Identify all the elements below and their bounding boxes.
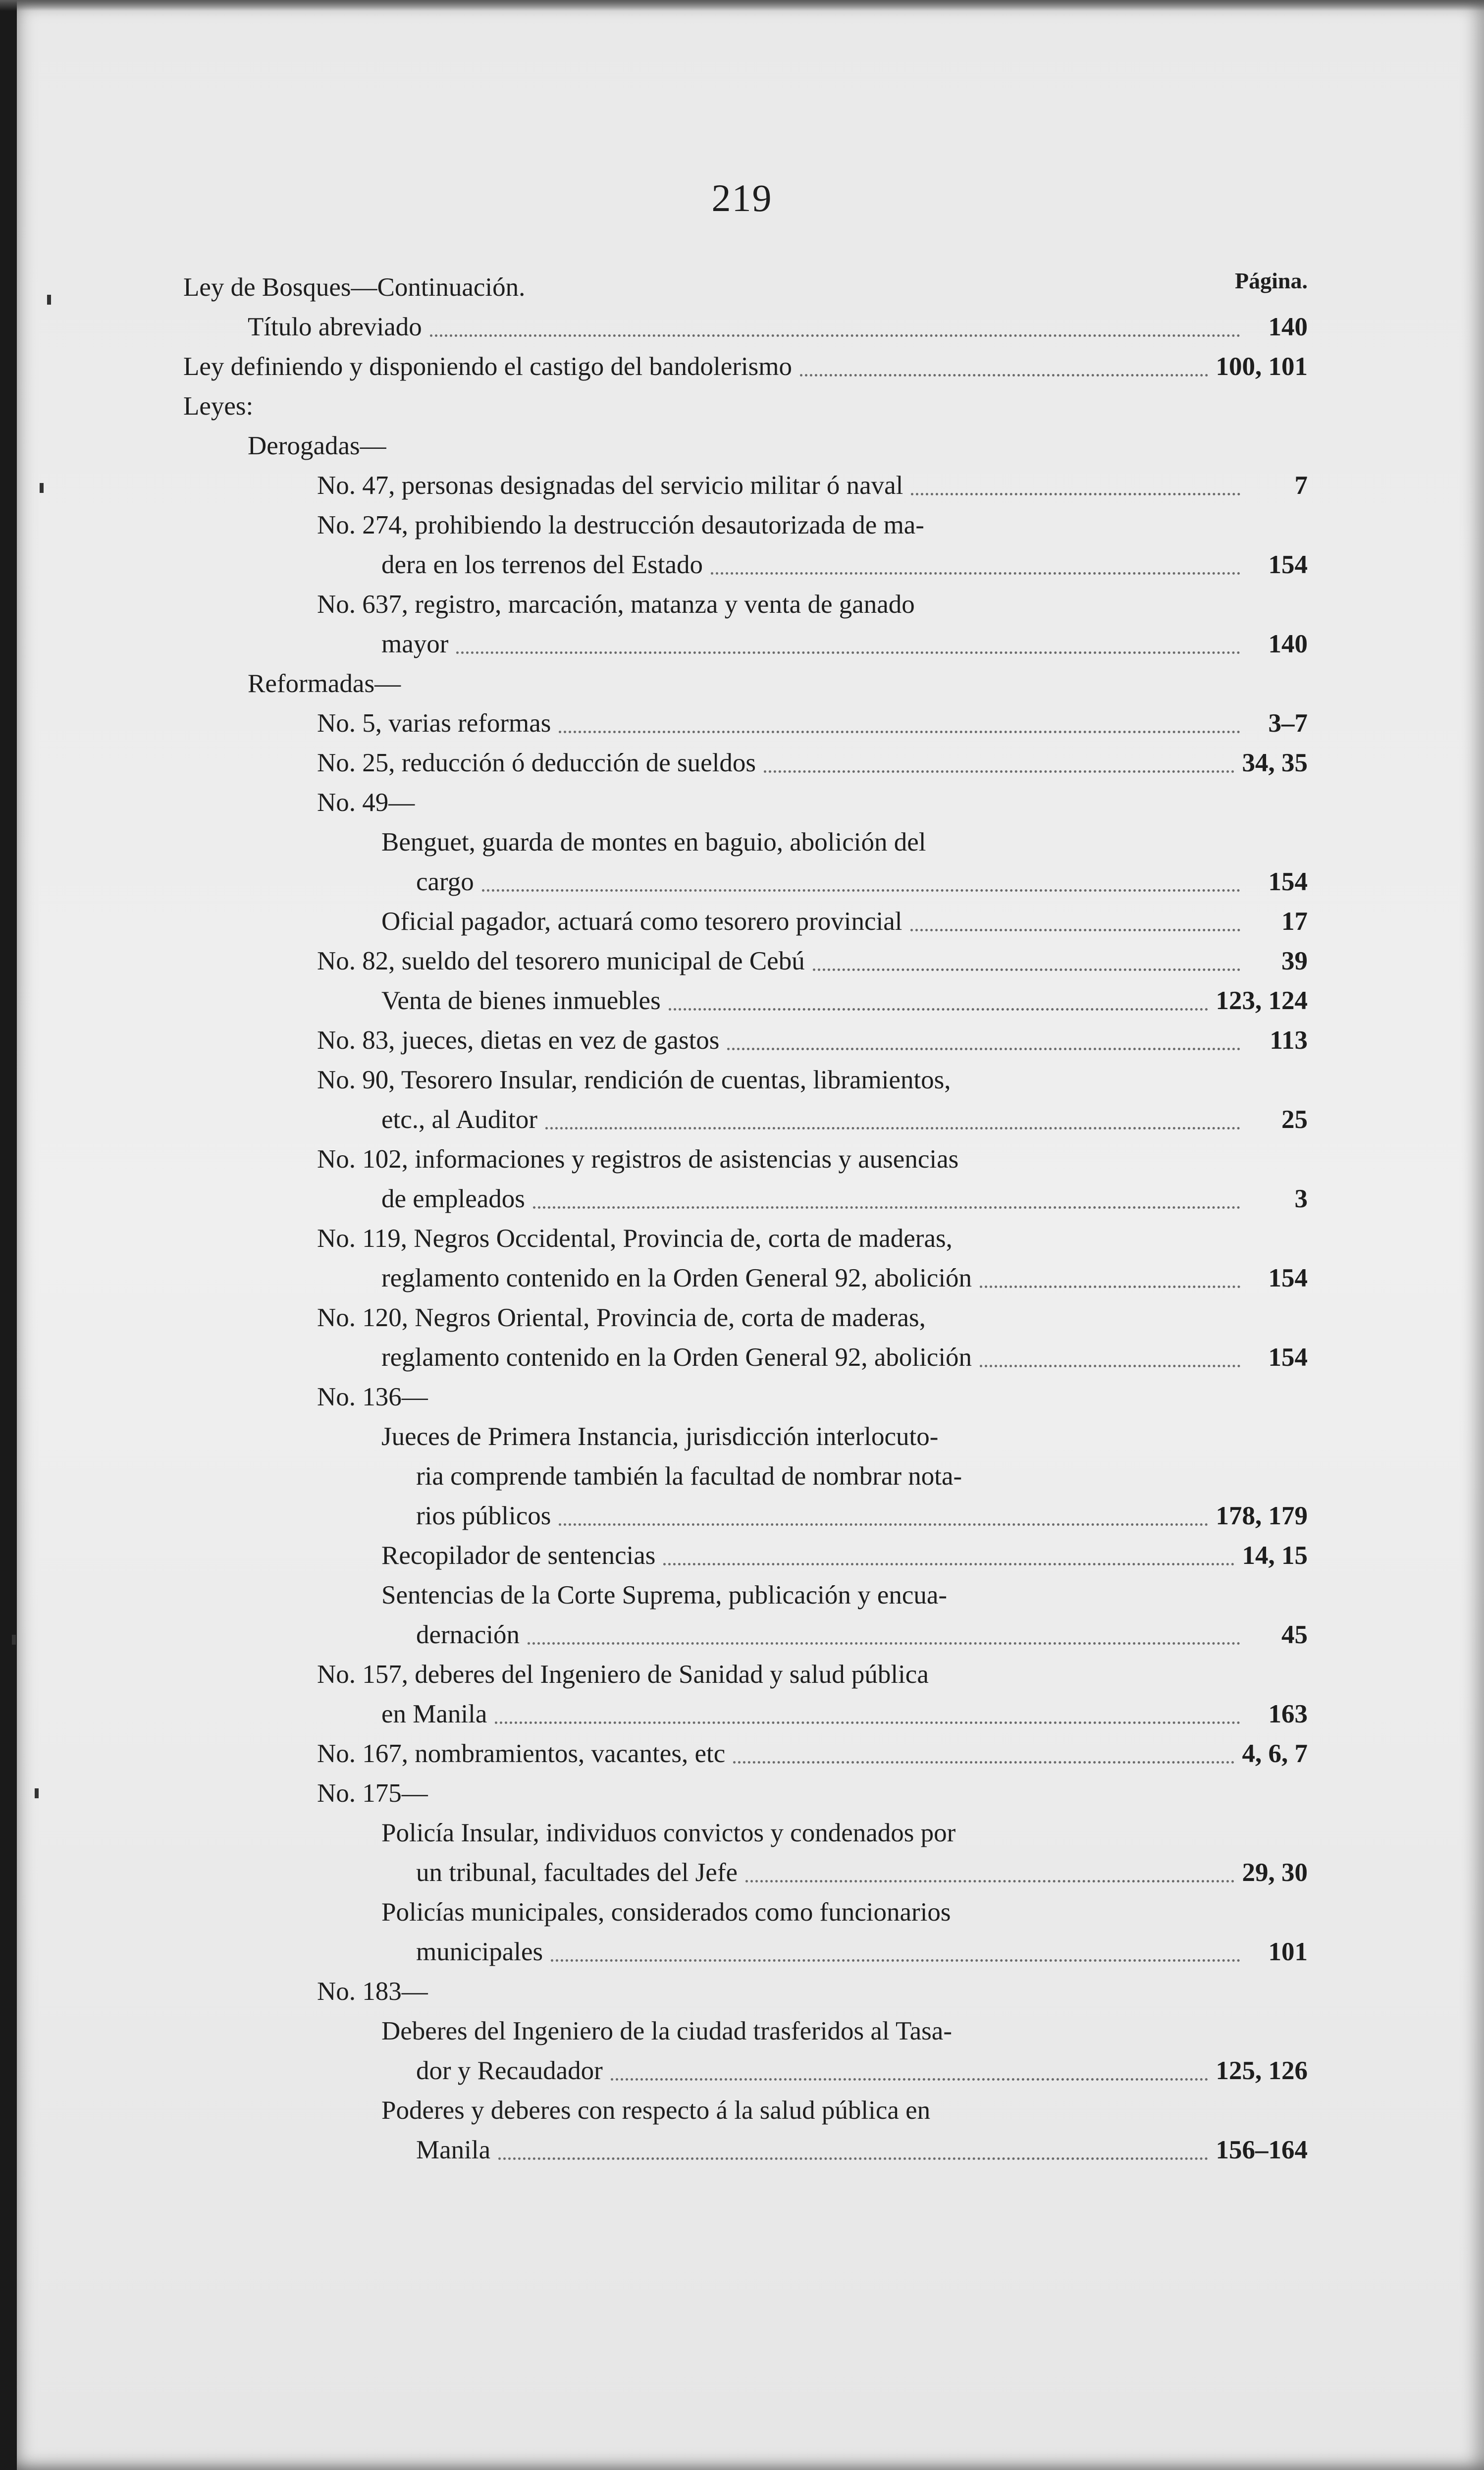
index-line-text: Recopilador de sentencias <box>381 1541 656 1570</box>
index-line-text: No. 157, deberes del Ingeniero de Sanidad y salud pública <box>317 1660 929 1689</box>
dot-leader <box>551 1959 1240 1962</box>
index-line-page: 156–164 <box>1216 2136 1308 2164</box>
index-line-text: Reformadas— <box>248 669 401 698</box>
scan-top-edge <box>0 0 1484 11</box>
index-line <box>183 862 1308 902</box>
index-line-text: dernación <box>416 1620 520 1649</box>
index-line-page: 154 <box>1268 550 1308 579</box>
index-line <box>183 2051 1308 2091</box>
index-line-text: municipales <box>416 1937 543 1966</box>
index-line <box>183 941 1308 981</box>
index-line-page: 3–7 <box>1268 709 1308 738</box>
index-line-page: 123, 124 <box>1216 986 1308 1015</box>
dot-leader <box>800 374 1208 376</box>
index-line-text: etc., al Auditor <box>381 1105 537 1134</box>
index-line-text: No. 136— <box>317 1383 428 1411</box>
index-line <box>183 1536 1308 1575</box>
index-line-page: 34, 35 <box>1242 749 1308 777</box>
index-line-page: 100, 101 <box>1216 352 1308 381</box>
index-line <box>183 1377 1308 1417</box>
index-line <box>183 981 1308 1020</box>
index-line-text: Oficial pagador, actuará como tesorero provincial <box>381 907 902 936</box>
dot-leader <box>533 1206 1240 1209</box>
index-line <box>183 268 1308 307</box>
dot-leader <box>430 334 1240 337</box>
dot-leader <box>813 968 1240 971</box>
index-line <box>183 1258 1308 1298</box>
index-line-page: 178, 179 <box>1216 1502 1308 1530</box>
index-line-text: No. 25, reducción ó deducción de sueldos <box>317 749 756 777</box>
index-line <box>183 1932 1308 1972</box>
index-line-page: 7 <box>1294 471 1308 500</box>
index-line <box>183 2091 1308 2130</box>
index-entries <box>183 268 1308 2170</box>
page-number: 219 <box>711 176 773 219</box>
index-line-page: 154 <box>1268 1264 1308 1292</box>
index-line <box>183 505 1308 545</box>
index-line-text: No. 102, informaciones y registros de asistencias y ausencias <box>317 1145 959 1174</box>
index-line-text: No. 119, Negros Occidental, Provincia de, corta de maderas, <box>317 1224 953 1253</box>
index-line <box>183 1773 1308 1813</box>
dot-leader <box>911 493 1240 495</box>
index-line <box>183 902 1308 941</box>
scan-speck <box>40 483 44 493</box>
index-line-text: un tribunal, facultades del Jefe <box>416 1858 738 1887</box>
index-line-text: Policía Insular, individuos convictos y condenados por <box>381 1819 956 1847</box>
index-line <box>183 822 1308 862</box>
index-line-text: cargo <box>416 867 474 896</box>
index-line-text: ria comprende también la facultad de nombrar nota- <box>416 1462 962 1491</box>
index-line-text: No. 120, Negros Oriental, Provincia de, corta de maderas, <box>317 1303 926 1332</box>
index-line-page: 14, 15 <box>1242 1541 1308 1570</box>
index-line-text: No. 49— <box>317 788 415 817</box>
index-line <box>183 426 1308 466</box>
index-line-text: Policías municipales, considerados como funcionarios <box>381 1898 951 1927</box>
index-line <box>183 1219 1308 1258</box>
scan-left-edge <box>0 0 17 2470</box>
index-line-text: dera en los terrenos del Estado <box>381 550 703 579</box>
dot-leader <box>498 2157 1208 2160</box>
index-line-page: 101 <box>1268 1937 1308 1966</box>
dot-leader <box>745 1880 1234 1882</box>
index-line-text: de empleados <box>381 1184 525 1213</box>
index-line-page: 17 <box>1281 907 1308 936</box>
index-line-text: reglamento contenido en la Orden General 92, abolición <box>381 1264 972 1292</box>
index-line <box>183 1655 1308 1694</box>
index-line-page: 154 <box>1268 867 1308 896</box>
dot-leader <box>559 1523 1208 1526</box>
index-line-text: mayor <box>381 630 449 658</box>
index-line-page: 4, 6, 7 <box>1242 1739 1308 1768</box>
index-line-text: No. 175— <box>317 1779 428 1808</box>
index-line <box>183 1892 1308 1932</box>
index-line <box>183 1338 1308 1377</box>
index-line-text: No. 82, sueldo del tesorero municipal de Cebú <box>317 947 805 975</box>
index-line-text: No. 274, prohibiendo la destrucción desautorizada de ma- <box>317 511 924 539</box>
scan-speck <box>12 1635 16 1645</box>
dot-leader <box>727 1048 1240 1050</box>
index-line-text: rios públicos <box>416 1502 551 1530</box>
index-line-page: 3 <box>1294 1184 1308 1213</box>
index-line-text: dor y Recaudador <box>416 2056 603 2085</box>
index-line-text: Deberes del Ingeniero de la ciudad trasferidos al Tasa- <box>381 2017 952 2045</box>
index-line <box>183 386 1308 426</box>
index-line-text: No. 47, personas designadas del servicio militar ó naval <box>317 471 903 500</box>
index-line-text: Derogadas— <box>248 431 386 460</box>
index-line-text: No. 83, jueces, dietas en vez de gastos <box>317 1026 720 1055</box>
index-line-page: 29, 30 <box>1242 1858 1308 1887</box>
dot-leader <box>910 929 1240 931</box>
dot-leader <box>456 651 1240 654</box>
dot-leader <box>663 1563 1234 1565</box>
index-line <box>183 347 1308 386</box>
index-line-text: No. 637, registro, marcación, matanza y venta de ganado <box>317 590 915 619</box>
index-line-text: Leyes: <box>183 392 254 421</box>
index-line <box>183 1853 1308 1892</box>
scan-speck <box>47 295 51 305</box>
index-line <box>183 2011 1308 2051</box>
dot-leader <box>669 1008 1208 1011</box>
index-line-text: Título abreviado <box>248 313 422 341</box>
index-line-page: 140 <box>1268 630 1308 658</box>
index-line <box>183 624 1308 664</box>
index-line <box>183 1734 1308 1773</box>
index-line <box>183 1813 1308 1853</box>
index-line-text: Benguet, guarda de montes en baguio, abolición del <box>381 828 926 857</box>
index-line-page: 140 <box>1268 313 1308 341</box>
index-line <box>183 1694 1308 1734</box>
dot-leader <box>559 731 1240 733</box>
index-line <box>183 1615 1308 1655</box>
index-line-page: 113 <box>1270 1026 1308 1055</box>
index-line <box>183 585 1308 624</box>
index-line <box>183 703 1308 743</box>
scan-speck <box>35 1788 39 1798</box>
entry-list <box>183 268 1308 2170</box>
index-line <box>183 1298 1308 1338</box>
index-line <box>183 1179 1308 1219</box>
index-line <box>183 664 1308 703</box>
index-line-text: reglamento contenido en la Orden General 92, abolición <box>381 1343 972 1372</box>
index-line-text: en Manila <box>381 1700 487 1728</box>
index-line-text: No. 5, varias reformas <box>317 709 551 738</box>
index-line <box>183 1972 1308 2011</box>
index-line <box>183 1456 1308 1496</box>
index-line-text: Venta de bienes inmuebles <box>381 986 661 1015</box>
dot-leader <box>495 1721 1240 1724</box>
index-line <box>183 2130 1308 2170</box>
index-line-page: 163 <box>1268 1700 1308 1728</box>
index-line <box>183 1417 1308 1456</box>
index-line-text: Jueces de Primera Instancia, jurisdicción interlocuto- <box>381 1422 939 1451</box>
dot-leader <box>528 1642 1240 1645</box>
index-line-text: No. 167, nombramientos, vacantes, etc <box>317 1739 726 1768</box>
dot-leader <box>980 1286 1240 1288</box>
index-line <box>183 1496 1308 1536</box>
index-line-text: Sentencias de la Corte Suprema, publicación y encua- <box>381 1581 948 1610</box>
index-line-page: 45 <box>1281 1620 1308 1649</box>
dot-leader <box>980 1365 1240 1367</box>
dot-leader <box>764 770 1234 773</box>
index-line <box>183 545 1308 585</box>
index-line <box>183 783 1308 822</box>
dot-leader <box>545 1127 1240 1129</box>
index-line-text: No. 90, Tesorero Insular, rendición de cuentas, libramientos, <box>317 1066 951 1094</box>
index-line-page: 154 <box>1268 1343 1308 1372</box>
dot-leader <box>482 889 1240 892</box>
index-line <box>183 307 1308 347</box>
index-line-text: Ley de Bosques—Continuación. <box>183 273 526 302</box>
index-line-page: 25 <box>1281 1105 1308 1134</box>
index-line <box>183 1139 1308 1179</box>
dot-leader <box>711 572 1240 575</box>
index-line <box>183 1575 1308 1615</box>
dot-leader <box>611 2078 1208 2081</box>
index-line <box>183 466 1308 505</box>
index-line-text: No. 183— <box>317 1977 428 2006</box>
index-line-text: Ley definiendo y disponiendo el castigo del bandolerismo <box>183 352 793 381</box>
index-line-page: 39 <box>1281 947 1308 975</box>
index-line-text: Manila <box>416 2136 491 2164</box>
index-line <box>183 1020 1308 1060</box>
dot-leader <box>733 1761 1234 1764</box>
index-line-page: 125, 126 <box>1216 2056 1308 2085</box>
index-line <box>183 1060 1308 1100</box>
index-line <box>183 743 1308 783</box>
index-line <box>183 1100 1308 1139</box>
pagina-column-header: Página. <box>1235 268 1308 293</box>
index-line-text: Poderes y deberes con respecto á la salud pública en <box>381 2096 931 2125</box>
